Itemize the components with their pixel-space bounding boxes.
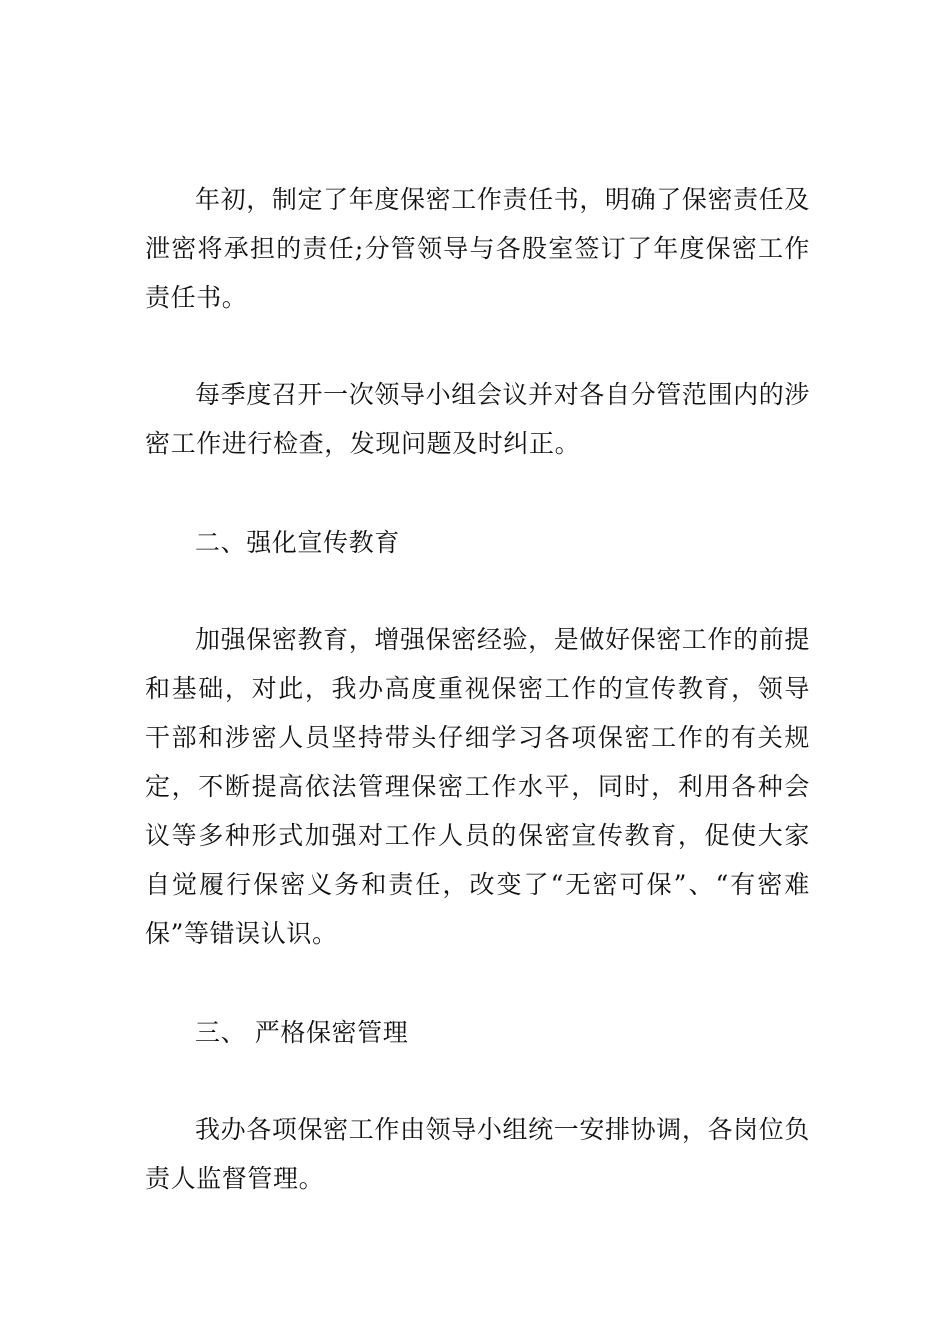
paragraph-quarterly-check: 每季度召开一次领导小组会议并对各自分管范围内的涉密工作进行检查，发现问题及时纠正。 bbox=[145, 380, 810, 458]
paragraph-education: 加强保密教育，增强保密经验，是做好保密工作的前提和基础，对此，我办高度重视保密工作的宣传教育，领导干部和涉密人员坚持带头仔细学习各项保密工作的有关规定，不断提高依法管理保密工作水平，同时，利用各种会议等多种形式加强对工作人员的保密宣传教育，促使大家自觉履行保密义务和责任，改变了“无密可保”、“有密难保”等错误认识。 bbox=[145, 625, 810, 948]
section-heading-education: 二、强化宣传教育 bbox=[195, 528, 400, 557]
paragraph-responsibility: 年初，制定了年度保密工作责任书，明确了保密责任及泄密将承担的责任;分管领导与各股室签订了年度保密工作责任书。 bbox=[145, 185, 810, 312]
document-body bbox=[145, 175, 810, 1203]
section-heading-management: 三、 严格保密管理 bbox=[195, 1018, 409, 1047]
paragraph-management: 我办各项保密工作由领导小组统一安排协调，各岗位负责人监督管理。 bbox=[145, 1115, 810, 1193]
